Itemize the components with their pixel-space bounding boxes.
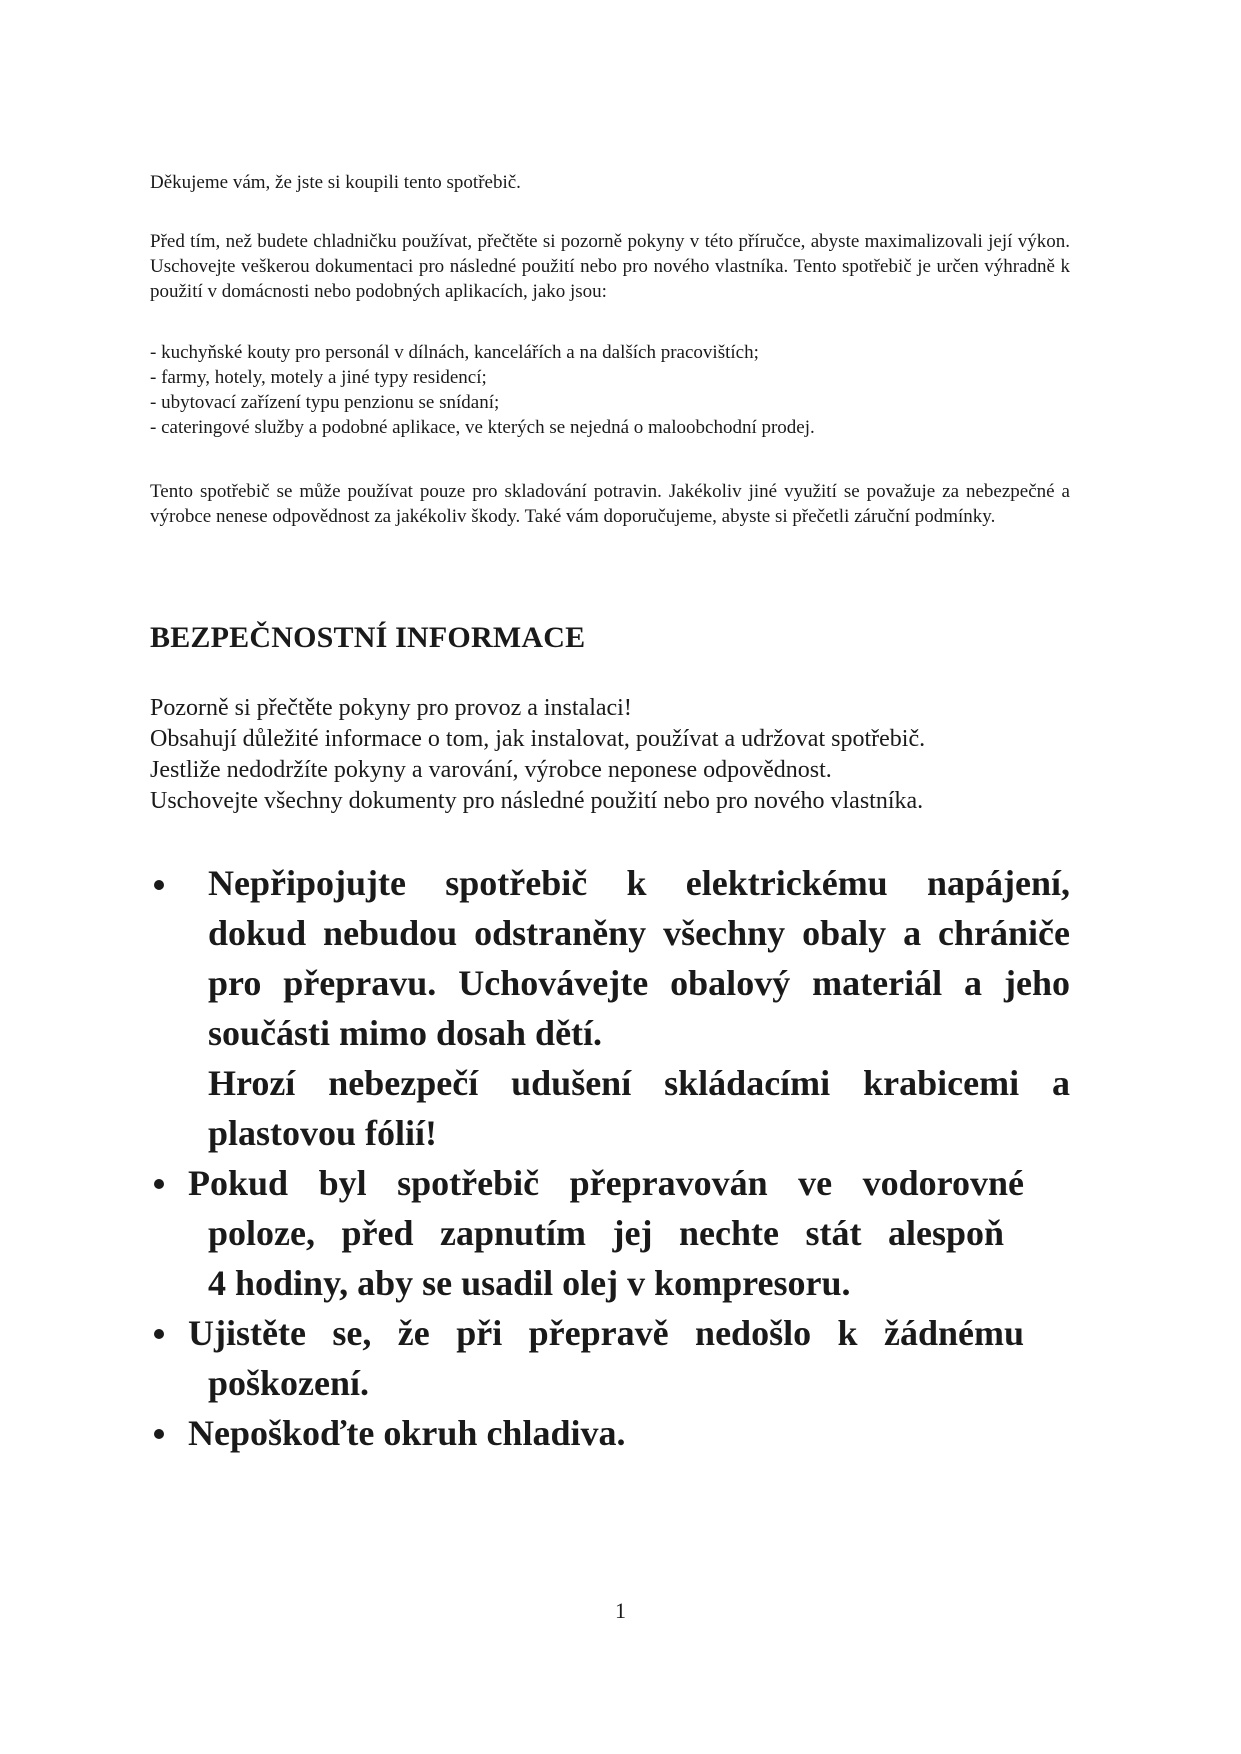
- list-item: - cateringové služby a podobné aplikace, ve kterých se nejedná o maloobchodní prodej.: [150, 417, 815, 438]
- list-item: - ubytovací zařízení typu penzionu se snídaní;: [150, 392, 500, 413]
- thanks-paragraph: Děkujeme vám, že jste si koupili tento spotřebič.: [150, 172, 521, 193]
- intended-uses-list: [150, 340, 1070, 440]
- safety-instructions: [150, 693, 1090, 817]
- warning-line: součásti mimo dosah dětí.: [208, 1013, 603, 1053]
- warning-line: Nepoškoďte okruh chladiva.: [188, 1413, 626, 1453]
- instruction-line: Pozorně si přečtěte pokyny pro provoz a instalaci!: [150, 695, 632, 721]
- bullet-icon: [154, 1329, 164, 1339]
- warning-line: Pokud byl spotřebič přepravován ve vodorovné: [188, 1163, 1024, 1203]
- bullet-icon: [154, 880, 164, 890]
- instruction-line: Jestliže nedodržíte pokyny a varování, výrobce neponese odpovědnost.: [150, 757, 832, 783]
- purpose-paragraph: Tento spotřebič se může používat pouze pro skladování potravin. Jakékoliv jiné využití se považuje za nebezpečné a výrobce nenese odpovědnost za jakékoliv škody. Také vám doporučujeme, abyste si přečetli záruční podmínky.: [150, 481, 1070, 527]
- warning-line: plastovou fólií!: [208, 1113, 438, 1153]
- warning-item: [150, 1308, 1070, 1408]
- warning-item: [150, 1408, 1070, 1458]
- instruction-line: Uschovejte všechny dokumenty pro následné použití nebo pro nového vlastníka.: [150, 788, 924, 814]
- warning-line: Hrozí nebezpečí udušení skládacími krabicemi a: [208, 1063, 1070, 1103]
- instruction-line: Obsahují důležité informace o tom, jak instalovat, používat a udržovat spotřebič.: [150, 726, 926, 752]
- section-title: BEZPEČNOSTNÍ INFORMACE: [150, 621, 586, 654]
- warning-line: Ujistěte se, že při přepravě nedošlo k žádnému: [188, 1313, 1024, 1353]
- warning-item: [150, 858, 1070, 1158]
- warning-line: poloze, před zapnutím jej nechte stát alespoň: [208, 1213, 1004, 1253]
- warning-line: poškození.: [208, 1363, 370, 1403]
- warning-item: [150, 1158, 1070, 1308]
- warning-line: dokud nebudou odstraněny všechny obaly a chrániče: [208, 913, 1070, 953]
- warning-line: Nepřipojujte spotřebič k elektrickému napájení,: [208, 863, 1070, 903]
- bullet-icon: [154, 1179, 164, 1189]
- list-item: - kuchyňské kouty pro personál v dílnách, kancelářích a na dalších pracovištích;: [150, 342, 759, 363]
- before-use-paragraph: Před tím, než budete chladničku používat, přečtěte si pozorně pokyny v této příručce, abyste maximalizovali její výkon. Uschovejte veškerou dokumentaci pro následné použití nebo pro nového vlastníka. Tento spotřebič je určen výhradně k použití v domácnosti nebo podobných aplikacích, jako jsou:: [150, 231, 1070, 302]
- bullet-icon: [154, 1429, 164, 1439]
- safety-warnings-list: [150, 858, 1070, 1458]
- list-item: - farmy, hotely, motely a jiné typy residencí;: [150, 367, 487, 388]
- page-number: 1: [615, 1598, 626, 1623]
- warning-text: [208, 858, 1070, 1158]
- warning-line: pro přepravu. Uchovávejte obalový materiál a jeho: [208, 963, 1070, 1003]
- warning-line: 4 hodiny, aby se usadil olej v kompresoru.: [208, 1263, 851, 1303]
